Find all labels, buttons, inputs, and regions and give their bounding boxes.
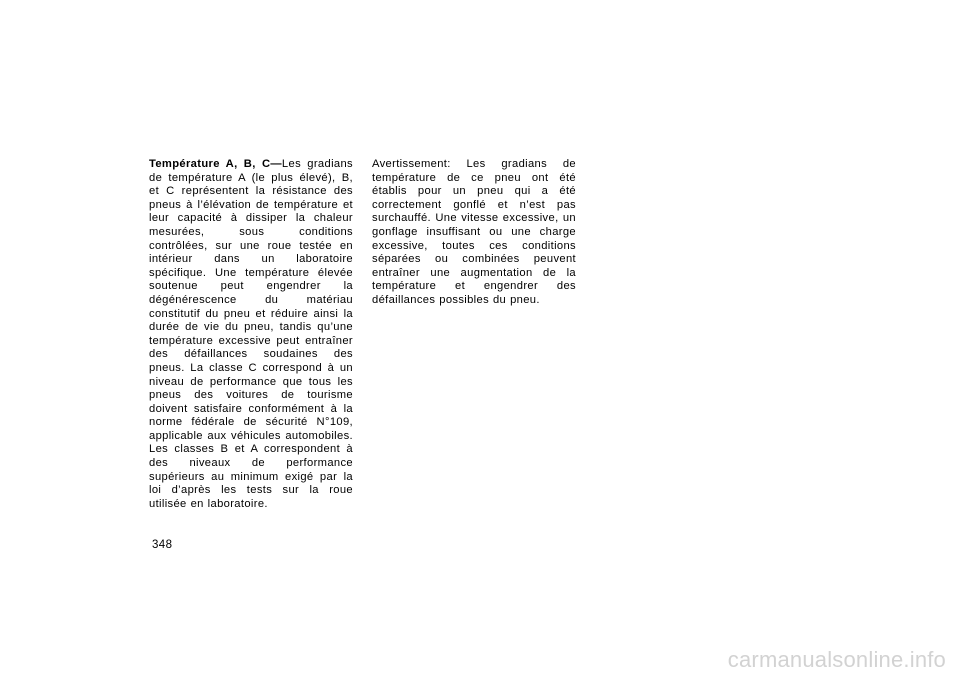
section-body: Les gradians de température A (le plus élevé), B, et C représentent la résistance des pneus à l’élévation de température et leur capacité à dissiper la chaleur mesurées, sous conditions contrôlées, sur une roue testée en intérieur dans un laboratoire spécifique. Une température élevée soutenue peut engendrer la dégénérescence du matériau constitutif du pneu et réduire ainsi la durée de vie du pneu, tandis qu’une température excessive peut entraîner des défaillances soudaines des pneus. La classe C correspond à un niveau de performance que tous les pneus des voitures de tourisme doivent satisfaire conformément à la norme fédérale de sécurité N°109, applicable aux véhicules automobiles. Les classes B et A correspondent à des niveaux de performance supérieurs au minimum exigé par la loi d’après les tests sur la roue utilisée en laboratoire. bbox=[149, 158, 353, 510]
page-number: 348 bbox=[152, 539, 173, 551]
left-column bbox=[149, 158, 353, 511]
warning-paragraph: Avertissement: Les gradians de température de ce pneu ont été établis pour un pneu qui a été correctement gonflé et n’est pas surchauffé. Une vitesse excessive, un gonflage insuffisant ou une charge excessive, toutes ces conditions séparées ou combinées peuvent entraîner une augmentation de la température et engendrer des défaillances possibles du pneu. bbox=[372, 158, 576, 306]
watermark: carmanualsonline.info bbox=[727, 647, 946, 672]
section-heading: Température A, B, C— bbox=[149, 158, 282, 170]
right-column bbox=[372, 158, 576, 308]
